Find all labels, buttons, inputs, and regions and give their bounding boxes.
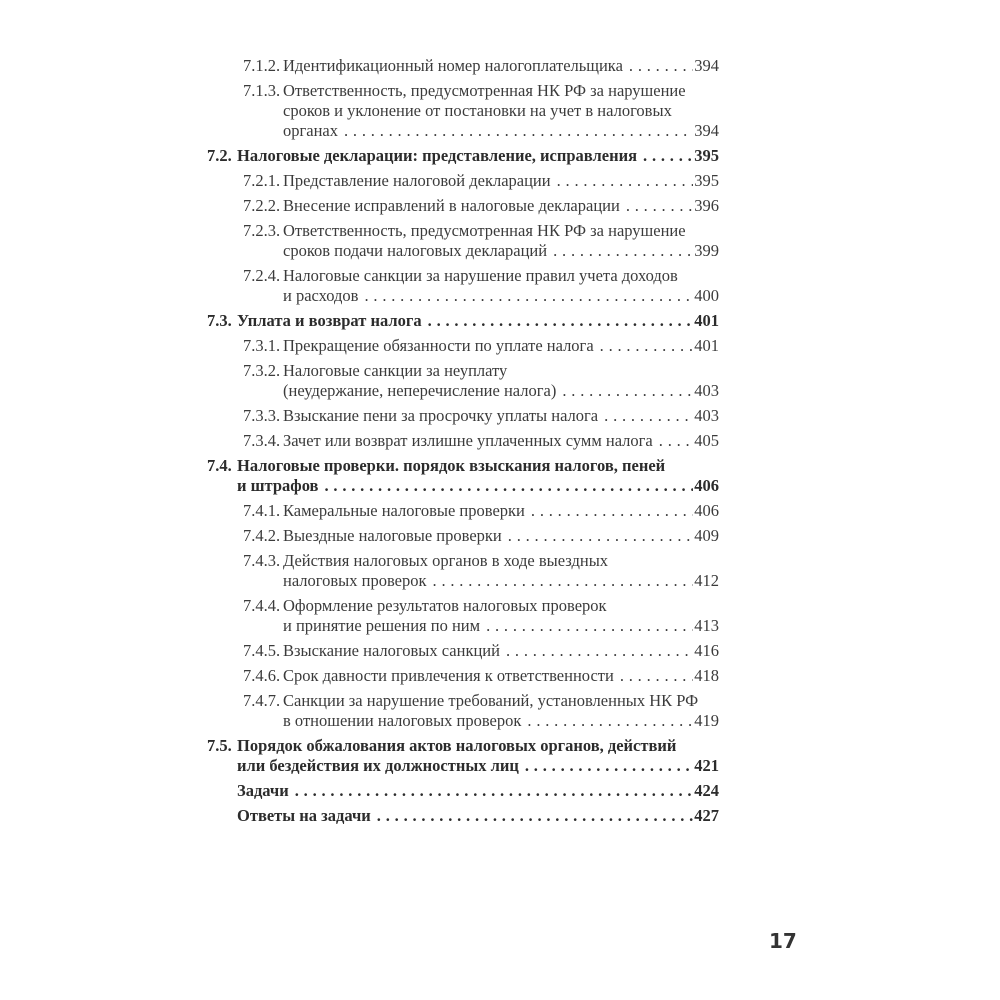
toc-entry — [243, 501, 719, 521]
toc-entry-number: 7.3. — [207, 311, 232, 330]
toc-page-ref: 406 — [694, 476, 719, 495]
toc-page-ref: 401 — [694, 336, 719, 355]
toc-entry-text: и расходов — [283, 286, 359, 305]
toc-entry — [243, 171, 719, 191]
toc-entry-number: 7.2.2. — [243, 196, 281, 215]
toc-entry-text: и штрафов — [237, 476, 319, 495]
toc-entry-text: Ответственность, предусмотренная НК РФ за нарушение — [283, 221, 686, 240]
toc-page-ref: 421 — [694, 756, 719, 775]
toc-entry-number: 7.3.1. — [243, 336, 281, 355]
toc-entry-text: Налоговые санкции за нарушение правил учета доходов — [283, 266, 678, 285]
dot-leader — [433, 571, 694, 591]
toc-line — [243, 691, 719, 711]
toc-entry-text: Срок давности привлечения к ответственности — [283, 666, 614, 685]
toc-line — [243, 361, 719, 381]
toc-line — [283, 101, 719, 121]
toc-page-ref: 418 — [694, 666, 719, 685]
dot-leader — [557, 171, 694, 191]
toc-line — [243, 171, 719, 191]
toc-entry-text: сроков подачи налоговых деклараций — [283, 241, 548, 260]
toc-entry-text: Действия налоговых органов в ходе выездных — [283, 551, 609, 570]
toc-page-ref: 396 — [694, 196, 719, 215]
toc-entry — [243, 266, 719, 306]
toc-entry — [207, 781, 719, 801]
dot-leader — [643, 146, 693, 166]
toc-entry-text: сроков и уклонение от постановки на учет в налоговых — [283, 101, 672, 120]
toc-entry-number: 7.3.2. — [243, 361, 281, 380]
toc-line — [237, 806, 719, 826]
toc-line — [243, 431, 719, 451]
toc-page-ref: 406 — [694, 501, 719, 520]
toc-entry-number: 7.4.3. — [243, 551, 281, 570]
toc-page-ref: 394 — [694, 56, 719, 75]
toc-line — [243, 501, 719, 521]
toc-entry-number: 7.1.3. — [243, 81, 281, 100]
toc-line — [243, 551, 719, 571]
toc-entry — [243, 431, 719, 451]
dot-leader — [486, 616, 693, 636]
toc-entry-text: Оформление результатов налоговых проверок — [283, 596, 607, 615]
toc-entry-number: 7.5. — [207, 736, 232, 755]
toc-line — [243, 596, 719, 616]
dot-leader — [620, 666, 693, 686]
toc-entry — [243, 691, 719, 731]
dot-leader — [553, 241, 693, 261]
dot-leader — [527, 711, 693, 731]
dot-leader — [659, 431, 693, 451]
toc-line — [243, 641, 719, 661]
toc-entry-number: 7.4.6. — [243, 666, 281, 685]
toc-entry-number: 7.2.4. — [243, 266, 281, 285]
toc-line — [283, 381, 719, 401]
toc-entry-text: Камеральные налоговые проверки — [283, 501, 525, 520]
toc-page-ref: 427 — [694, 806, 719, 825]
toc-entry-text: Ответственность, предусмотренная НК РФ за нарушение — [283, 81, 686, 100]
dot-leader — [626, 196, 693, 216]
toc-entry — [207, 456, 719, 496]
toc-entry — [243, 406, 719, 426]
toc-entry-text: Выездные налоговые проверки — [283, 526, 502, 545]
toc-line — [243, 336, 719, 356]
dot-leader — [508, 526, 693, 546]
toc-page-ref: 413 — [694, 616, 719, 635]
toc-line — [283, 241, 719, 261]
toc-page-ref: 400 — [694, 286, 719, 305]
toc-entry — [243, 666, 719, 686]
toc-page-ref: 395 — [694, 146, 719, 165]
toc-entry-text: Взыскание пени за просрочку уплаты налога — [283, 406, 599, 425]
toc-line — [243, 526, 719, 546]
dot-leader — [428, 311, 694, 331]
toc-entry — [243, 526, 719, 546]
toc-line — [207, 736, 719, 756]
dot-leader — [531, 501, 693, 521]
toc-line — [207, 311, 719, 331]
toc-line — [243, 196, 719, 216]
toc-line — [243, 56, 719, 76]
dot-leader — [562, 381, 693, 401]
toc-entry-number: 7.1.2. — [243, 56, 281, 75]
toc-entry-text: Налоговые декларации: представление, исправления — [237, 146, 638, 165]
dot-leader — [629, 56, 693, 76]
toc-page-ref: 403 — [694, 381, 719, 400]
toc-entry-number: 7.4.5. — [243, 641, 281, 660]
toc-entry — [243, 56, 719, 76]
toc-entry-text: Налоговые проверки. порядок взыскания налогов, пеней — [237, 456, 666, 475]
page-number: 17 — [769, 929, 797, 953]
toc-entry — [243, 196, 719, 216]
toc-entry-text: Зачет или возврат излишне уплаченных сумм налога — [283, 431, 653, 450]
toc-entry-text: и принятие решения по ним — [283, 616, 481, 635]
toc-entry — [207, 311, 719, 331]
toc-page-ref: 405 — [694, 431, 719, 450]
toc-page-ref: 401 — [694, 311, 719, 330]
toc-entry — [243, 596, 719, 636]
toc-entry — [243, 551, 719, 591]
toc-entry-text: Идентификационный номер налогоплательщика — [283, 56, 623, 75]
toc-line — [207, 456, 719, 476]
dot-leader — [506, 641, 693, 661]
toc-entry-text: Уплата и возврат налога — [237, 311, 422, 330]
toc-entry-number: 7.2. — [207, 146, 232, 165]
toc-entry — [243, 221, 719, 261]
toc-entry-text: Ответы на задачи — [237, 806, 371, 825]
toc-page-ref: 399 — [694, 241, 719, 260]
toc-entry — [207, 146, 719, 166]
toc-entry-text: органах — [283, 121, 338, 140]
dot-leader — [295, 781, 694, 801]
toc-entry-text: или бездействия их должностных лиц — [237, 756, 519, 775]
toc-line — [237, 781, 719, 801]
toc-page-ref: 409 — [694, 526, 719, 545]
toc-entry — [207, 736, 719, 776]
toc-entry-text: Санкции за нарушение требований, установленных НК РФ — [283, 691, 699, 710]
toc-entry-text: Внесение исправлений в налоговые декларации — [283, 196, 620, 215]
toc-line — [283, 121, 719, 141]
toc-entry — [243, 361, 719, 401]
toc-entry-number: 7.4.2. — [243, 526, 281, 545]
toc-entry-number: 7.4.4. — [243, 596, 281, 615]
toc-line — [243, 666, 719, 686]
toc-page-ref: 395 — [694, 171, 719, 190]
toc-entry-number: 7.2.3. — [243, 221, 281, 240]
dot-leader — [364, 286, 693, 306]
toc-line — [237, 756, 719, 776]
dot-leader — [377, 806, 693, 826]
toc-page-ref: 416 — [694, 641, 719, 660]
toc-entry — [207, 806, 719, 826]
toc-line — [207, 146, 719, 166]
toc-entry-text: Взыскание налоговых санкций — [283, 641, 500, 660]
toc-line — [283, 616, 719, 636]
toc-line — [243, 266, 719, 286]
toc-entry-number: 7.2.1. — [243, 171, 281, 190]
toc-line — [243, 81, 719, 101]
dot-leader — [344, 121, 693, 141]
toc-line — [237, 476, 719, 496]
toc-entry-number: 7.4. — [207, 456, 232, 475]
toc-entry-text: Порядок обжалования актов налоговых органов, действий — [237, 736, 677, 755]
table-of-contents — [207, 56, 719, 831]
dot-leader — [600, 336, 694, 356]
toc-line — [283, 286, 719, 306]
toc-page-ref: 419 — [694, 711, 719, 730]
toc-page-ref: 412 — [694, 571, 719, 590]
toc-page-ref: 394 — [694, 121, 719, 140]
toc-entry-number: 7.3.3. — [243, 406, 281, 425]
toc-entry-text: налоговых проверок — [283, 571, 427, 590]
toc-line — [243, 406, 719, 426]
toc-page-ref: 424 — [694, 781, 719, 800]
dot-leader — [525, 756, 693, 776]
toc-page-ref: 403 — [694, 406, 719, 425]
toc-entry-number: 7.3.4. — [243, 431, 281, 450]
toc-entry-number: 7.4.1. — [243, 501, 281, 520]
dot-leader — [324, 476, 693, 496]
toc-entry-text: Задачи — [237, 781, 289, 800]
toc-entry-text: Представление налоговой декларации — [283, 171, 551, 190]
toc-entry-text: в отношении налоговых проверок — [283, 711, 522, 730]
toc-line — [283, 571, 719, 591]
toc-entry-text: Налоговые санкции за неуплату — [283, 361, 508, 380]
toc-entry-text: Прекращение обязанности по уплате налога — [283, 336, 594, 355]
toc-line — [243, 221, 719, 241]
toc-line — [283, 711, 719, 731]
toc-entry — [243, 81, 719, 141]
dot-leader — [604, 406, 693, 426]
toc-entry — [243, 641, 719, 661]
toc-entry — [243, 336, 719, 356]
toc-entry-number: 7.4.7. — [243, 691, 281, 710]
toc-entry-text: (неудержание, неперечисление налога) — [283, 381, 557, 400]
